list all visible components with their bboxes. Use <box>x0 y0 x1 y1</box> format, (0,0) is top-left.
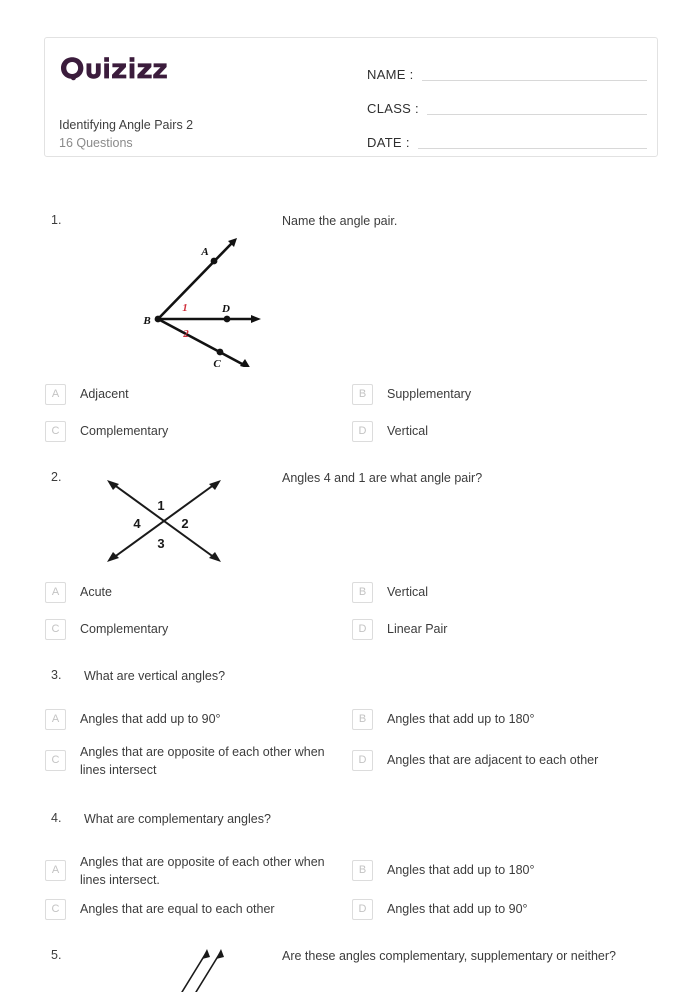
line-arrowhead-bottom-right <box>209 552 221 562</box>
question-1-option-c[interactable] <box>45 421 345 442</box>
option-text-a: Acute <box>80 585 112 599</box>
class-field-input[interactable] <box>427 113 647 115</box>
option-text-a: Adjacent <box>80 387 129 401</box>
quizizz-logo <box>57 48 357 87</box>
parallel-rays-diagram <box>144 946 224 992</box>
question-3-number: 3. <box>51 668 62 682</box>
question-1-option-a[interactable] <box>45 384 345 405</box>
option-letter-a: A <box>45 384 66 405</box>
question-4-text: What are complementary angles? <box>84 812 271 826</box>
option-letter-a: A <box>45 582 66 603</box>
option-text-d: Angles that add up to 90° <box>387 902 528 916</box>
question-3-options <box>44 709 658 781</box>
question-2-option-c[interactable] <box>45 619 345 640</box>
ray-1-arrowhead <box>202 949 210 959</box>
question-5-block <box>44 948 658 962</box>
header-left-section <box>57 48 357 152</box>
angle-4-label: 4 <box>133 516 141 531</box>
option-text-c: Angles that are opposite of each other when lines intersect <box>80 745 325 777</box>
question-3-text: What are vertical angles? <box>84 669 226 683</box>
option-text-b: Supplementary <box>387 387 472 401</box>
date-field-label: DATE : <box>367 135 410 150</box>
question-1-text: Name the angle pair. <box>282 214 398 228</box>
ray-d-arrowhead <box>251 315 261 323</box>
question-3-header-row <box>44 668 658 686</box>
question-2-text: Angles 4 and 1 are what angle pair? <box>282 471 483 485</box>
question-1-options <box>44 384 658 446</box>
option-letter-c: C <box>45 899 66 920</box>
quiz-title: Identifying Angle Pairs 2 <box>59 118 194 132</box>
question-4-header-row <box>44 811 658 829</box>
class-field-label: CLASS : <box>367 101 419 116</box>
quizizz-logo-wordmark <box>59 56 167 82</box>
angle-pair-abcd-diagram <box>106 227 266 367</box>
line-arrowhead-bottom-left <box>107 552 119 562</box>
option-text-a: Angles that add up to 90° <box>80 712 221 726</box>
line-arrowhead-top-right <box>209 480 221 490</box>
question-4-option-d[interactable] <box>352 899 652 920</box>
ray-2-arrowhead <box>216 949 224 959</box>
option-text-b: Angles that add up to 180° <box>387 712 535 726</box>
angle-2-label: 2 <box>181 516 189 531</box>
option-letter-d: D <box>352 899 373 920</box>
option-letter-a: A <box>45 709 66 730</box>
question-3-block <box>44 668 658 777</box>
question-4-option-b[interactable] <box>352 860 652 881</box>
question-3-option-c[interactable] <box>45 742 345 780</box>
angle-2-label: 2 <box>183 328 189 340</box>
header-student-fields <box>367 56 647 158</box>
option-text-b: Vertical <box>387 585 428 599</box>
point-a-dot <box>211 258 218 265</box>
name-field-input[interactable] <box>422 79 647 81</box>
question-4-number: 4. <box>51 811 62 825</box>
question-1-option-b[interactable] <box>352 384 652 405</box>
option-text-d: Linear Pair <box>387 622 448 636</box>
intersecting-lines-diagram <box>99 472 229 570</box>
option-letter-b: B <box>352 860 373 881</box>
angle-1-label: 1 <box>157 498 165 513</box>
option-letter-c: C <box>45 750 66 771</box>
question-5-text: Are these angles complementary, supplementary or neither? <box>282 949 616 963</box>
question-3-option-d[interactable] <box>352 750 652 771</box>
worksheet-header-card <box>44 37 658 157</box>
question-3-option-b[interactable] <box>352 709 652 730</box>
quiz-question-count: 16 Questions <box>59 135 133 150</box>
question-2-block <box>44 470 658 636</box>
point-c-label: C <box>213 358 221 367</box>
angle-3-label: 3 <box>157 536 165 551</box>
option-letter-c: C <box>45 619 66 640</box>
option-text-c: Complementary <box>80 424 169 438</box>
point-b-dot <box>155 316 162 323</box>
option-letter-b: B <box>352 384 373 405</box>
option-text-c: Angles that are equal to each other <box>80 902 275 916</box>
date-field-input[interactable] <box>418 147 647 149</box>
question-2-number: 2. <box>51 470 62 484</box>
option-letter-a: A <box>45 860 66 881</box>
option-letter-c: C <box>45 421 66 442</box>
question-1-block <box>44 213 658 438</box>
point-b-label: B <box>143 315 151 327</box>
question-1-option-d[interactable] <box>352 421 652 442</box>
option-letter-b: B <box>352 582 373 603</box>
name-field-row <box>367 56 647 84</box>
date-field-row <box>367 124 647 152</box>
line-arrowhead-top-left <box>107 480 119 490</box>
point-d-dot <box>224 316 231 323</box>
option-text-b: Angles that add up to 180° <box>387 863 535 877</box>
question-4-options <box>44 852 658 924</box>
question-1-number: 1. <box>51 213 62 227</box>
option-letter-d: D <box>352 619 373 640</box>
question-2-option-d[interactable] <box>352 619 652 640</box>
question-4-block <box>44 811 658 916</box>
question-4-option-a[interactable] <box>45 852 345 890</box>
option-letter-d: D <box>352 421 373 442</box>
question-2-option-a[interactable] <box>45 582 345 603</box>
question-4-option-c[interactable] <box>45 899 345 920</box>
option-text-d: Angles that are adjacent to each other <box>387 753 599 767</box>
point-c-dot <box>217 349 224 356</box>
question-3-option-a[interactable] <box>45 709 345 730</box>
point-d-label: D <box>222 303 230 315</box>
question-2-options <box>44 582 658 644</box>
class-field-row <box>367 90 647 118</box>
question-5-number: 5. <box>51 948 62 962</box>
option-text-c: Complementary <box>80 622 169 636</box>
option-text-a: Angles that are opposite of each other when lines intersect. <box>80 855 325 887</box>
option-text-d: Vertical <box>387 424 428 438</box>
angle-1-label: 1 <box>182 302 188 314</box>
option-letter-d: D <box>352 750 373 771</box>
question-2-option-b[interactable] <box>352 582 652 603</box>
name-field-label: NAME : <box>367 67 414 82</box>
option-letter-b: B <box>352 709 373 730</box>
point-a-label: A <box>201 246 209 258</box>
